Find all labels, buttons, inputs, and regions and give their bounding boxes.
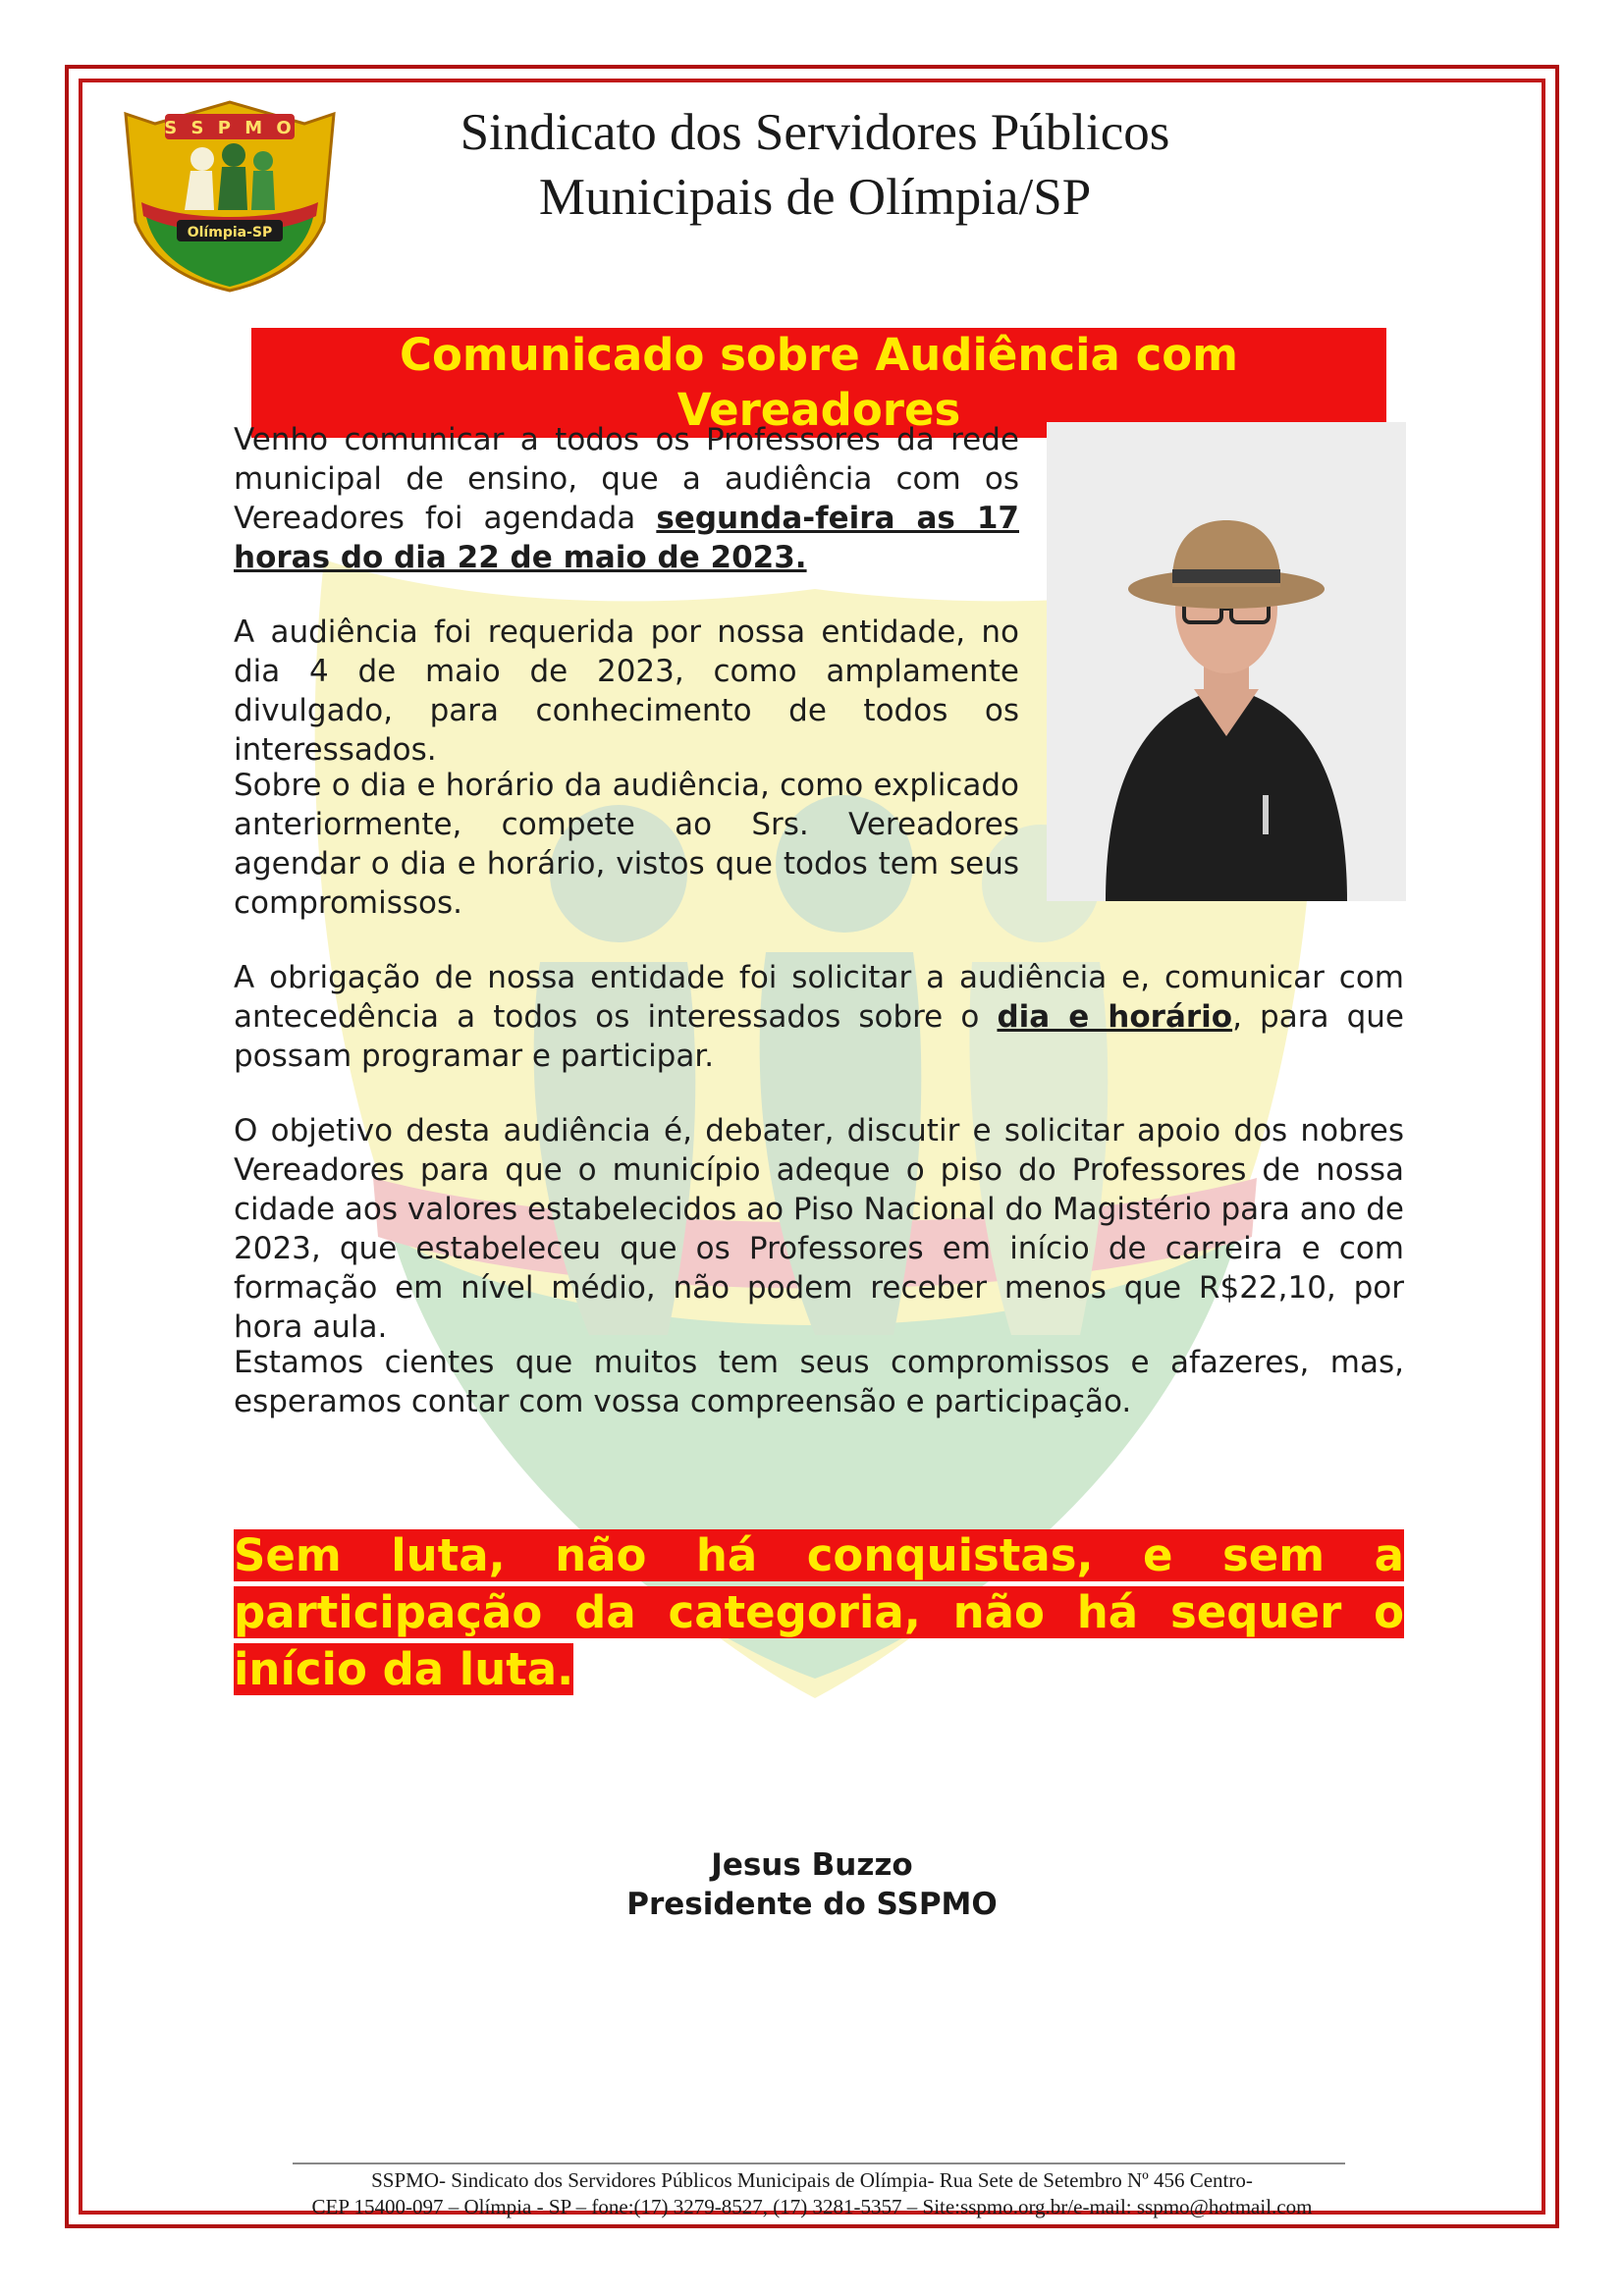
paragraph-4-text-a: A obrigação de nossa entidade foi solicitar a audiência e, comunicar com antecedência a todos os interessados sobre o (234, 960, 1404, 1035)
header-line-1: Sindicato dos Servidores Públicos (460, 104, 1170, 161)
footer-divider (293, 2163, 1345, 2164)
notice-title: Comunicado sobre Audiência com Vereadores (251, 328, 1386, 438)
paragraph-1-text: Venho comunicar a todos os Professores da rede municipal de ensino, que a audiência com os Vereadores foi agendada (234, 422, 1019, 536)
meeting-date-emphasis: segunda-feira as 17 horas do dia 22 de maio de 2023. (234, 501, 1019, 575)
signature-name: Jesus Buzzo (711, 1847, 913, 1883)
day-time-emphasis: dia e horário (997, 999, 1233, 1035)
header-line-2: Municipais de Olímpia/SP (538, 169, 1092, 226)
paragraph-4 (234, 958, 1404, 1076)
president-photo (1047, 422, 1406, 901)
slogan (234, 1527, 1404, 1698)
footer-line-1: SSPMO- Sindicato dos Servidores Públicos Municipais de Olímpia- Rua Sete de Setembro Nº 456 Centro- (371, 2168, 1253, 2192)
paragraph-4-text-b: , para que possam programar e participar. (234, 999, 1404, 1074)
footer-line-2: CEP 15400-097 – Olímpia - SP – fone:(17) 3279-8527, (17) 3281-5357 – Site:sspmo.org.br/e-mail: sspmo@hotmail.com (311, 2195, 1313, 2218)
slogan-text: Sem luta, não há conquistas, e sem a participação da categoria, não há sequer o início da luta. (234, 1529, 1404, 1695)
sspmo-logo (116, 94, 344, 293)
paragraph-5: O objetivo desta audiência é, debater, discutir e solicitar apoio dos nobres Vereadores para que o município adeque o piso do Professores de nossa cidade aos valores estabelecidos ao Piso Nacional do Magistério para ano de 2023, que estabeleceu que os Professores em início de carreira e com formação em nível médio, não podem receber menos que R$22,10, por hora aula. (234, 1113, 1404, 1345)
union-header (373, 100, 1257, 230)
paragraph-3: Sobre o dia e horário da audiência, como explicado anteriormente, compete ao Srs. Vereadores agendar o dia e horário, vistos que todos tem seus compromissos. (234, 768, 1019, 921)
paragraph-2: A audiência foi requerida por nossa entidade, no dia 4 de maio de 2023, como amplamente divulgado, para conhecimento de todos os interessados. (234, 614, 1019, 768)
svg-text:Olímpia-SP: Olímpia-SP (187, 225, 273, 240)
paragraph-6: Estamos cientes que muitos tem seus compromissos e afazeres, mas, esperamos contar com vossa compreensão e participação. (234, 1345, 1404, 1419)
footer (196, 2167, 1428, 2220)
paragraph-1 (234, 420, 1019, 577)
svg-text:S S P M O: S S P M O (164, 118, 296, 138)
signature-role: Presidente do SSPMO (626, 1887, 998, 1922)
